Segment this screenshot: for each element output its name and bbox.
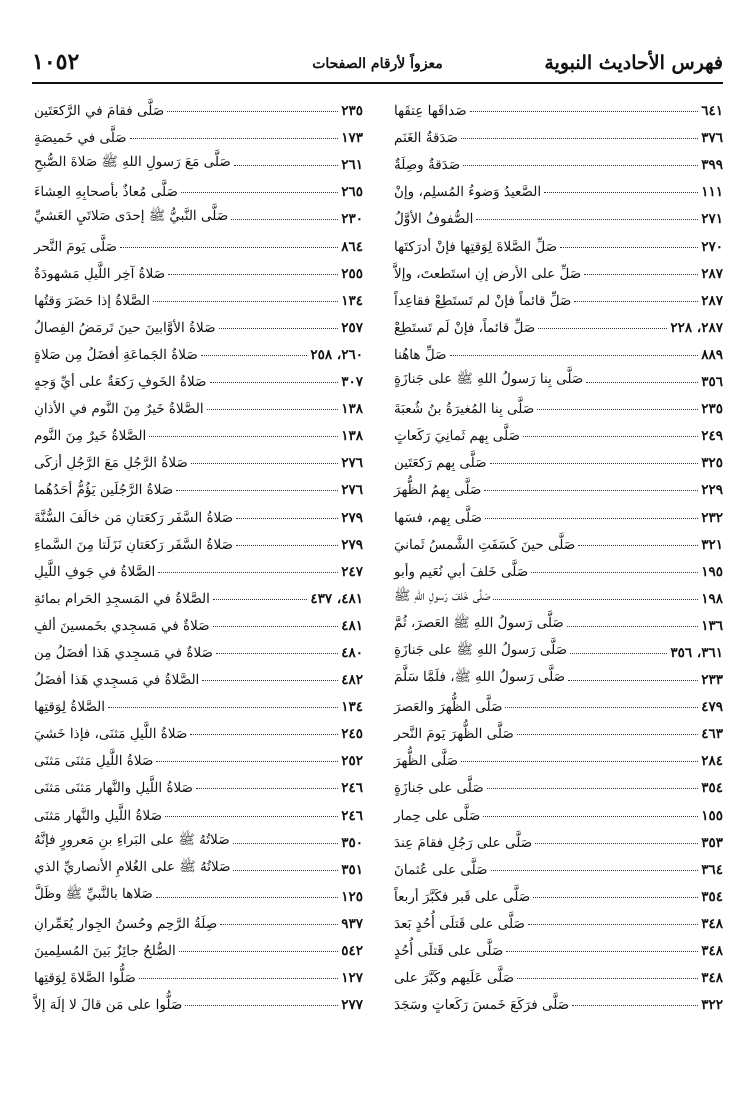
entry-text: صَلِّ هاهُنا bbox=[394, 346, 447, 363]
entry-text: صَلَّى على قَتلَى أُحُدٍ bbox=[394, 943, 504, 959]
entry-text: صَلَّى على عُثمانَ bbox=[394, 861, 488, 878]
entry-page-ref: ٢٣٥ bbox=[341, 103, 363, 120]
entry-page-ref: ٣٥٤ bbox=[701, 780, 723, 797]
dot-leader bbox=[216, 653, 338, 654]
index-entry bbox=[32, 309, 363, 336]
index-entry bbox=[392, 390, 723, 417]
dot-leader bbox=[185, 1005, 338, 1006]
page-number: ١٠٥٢ bbox=[32, 49, 80, 75]
entry-text: صَلاةُ الأوَّابينَ حينَ تَرمَضُ الفِصالُ bbox=[34, 319, 216, 336]
entry-text: صَلَّى فرَكَعَ خَمسَ رَكَعاتٍ وسَجَدَ bbox=[394, 997, 570, 1014]
entry-page-ref: ٣٤٨ bbox=[701, 915, 723, 932]
index-entry bbox=[392, 498, 723, 525]
entry-page-ref: ٢٧٠ bbox=[701, 238, 723, 255]
entry-text: الصَّلاةُ في مَسجِدي هَذا أفضَلُ bbox=[34, 672, 200, 689]
entry-page-ref: ٣٥٤ bbox=[701, 888, 723, 905]
index-entry bbox=[392, 309, 723, 336]
entry-page-ref: ١٣٦ bbox=[701, 617, 723, 634]
dot-leader bbox=[234, 165, 338, 166]
index-entry bbox=[32, 255, 363, 282]
dot-leader bbox=[568, 680, 698, 681]
entry-text: صَلُّوا الصَّلاةَ لِوَقتِها bbox=[34, 970, 136, 987]
index-entry bbox=[32, 444, 363, 471]
entry-page-ref: ٣٢١ bbox=[701, 536, 723, 553]
dot-leader bbox=[202, 680, 338, 681]
index-entry bbox=[32, 92, 363, 119]
index-entry bbox=[32, 471, 363, 498]
entry-text: صَلَّى خَلفَ أبي نُعَيمٍ وأبو bbox=[394, 563, 529, 580]
entry-text: صَلاةُ آخِرِ اللَّيلِ مَشهودَةٌ bbox=[34, 265, 166, 282]
index-entry bbox=[392, 336, 723, 363]
entry-page-ref: ٢٨٧ bbox=[701, 265, 723, 282]
header-rule bbox=[32, 82, 723, 84]
dot-leader bbox=[139, 978, 338, 979]
dot-leader bbox=[190, 734, 338, 735]
entry-page-ref: ٢٨٧، ٢٢٨ bbox=[670, 319, 723, 336]
dot-leader bbox=[219, 328, 339, 329]
entry-page-ref: ٣٥٠ bbox=[341, 834, 363, 851]
index-entry bbox=[392, 444, 723, 471]
entry-page-ref: ١٥٥ bbox=[701, 807, 723, 824]
index-entry bbox=[32, 363, 363, 390]
index-entry bbox=[392, 932, 723, 959]
entry-text: صَلَّى على قَتلَى أُحُدٍ بَعدَ bbox=[394, 915, 525, 932]
index-entry bbox=[392, 986, 723, 1013]
running-title: فهرس الأحاديث النبوية bbox=[544, 52, 723, 74]
entry-page-ref: ٢٥٢ bbox=[341, 753, 363, 770]
dot-leader bbox=[523, 436, 698, 437]
dot-leader bbox=[572, 1005, 698, 1006]
dot-leader bbox=[584, 274, 698, 275]
entry-page-ref: ١٣٨ bbox=[341, 428, 363, 445]
entry-text: صَداقَها عِتقَها bbox=[394, 103, 467, 120]
entry-page-ref: ١٣٤ bbox=[341, 292, 363, 309]
entry-page-ref: ٣٥٣ bbox=[701, 834, 723, 851]
index-entry bbox=[392, 200, 723, 227]
index-entry bbox=[32, 607, 363, 634]
entry-page-ref: ٢٣٠ bbox=[341, 211, 363, 228]
dot-leader bbox=[231, 219, 338, 220]
entry-text: صَلاةُ السَّفَرِ رَكعَتانِ مَن خالَفَ السُّنَّةَ bbox=[34, 509, 234, 526]
index-entry bbox=[32, 824, 363, 851]
index-entry bbox=[392, 227, 723, 254]
dot-leader bbox=[153, 301, 338, 302]
dot-leader bbox=[493, 599, 698, 600]
entry-text: الصَّلاةُ في المَسجِدِ الحَرامِ بمائةِ bbox=[34, 590, 210, 607]
entry-page-ref: ١٣٤ bbox=[341, 699, 363, 716]
dot-leader bbox=[191, 463, 338, 464]
entry-page-ref: ٣٦١، ٣٥٦ bbox=[670, 644, 723, 661]
entry-page-ref: ٢٧٦ bbox=[341, 455, 363, 472]
index-entry bbox=[392, 282, 723, 309]
right-column bbox=[392, 92, 723, 1013]
index-entry bbox=[392, 363, 723, 390]
dot-leader bbox=[176, 490, 338, 491]
dot-leader bbox=[487, 788, 699, 789]
entry-page-ref: ٢٤٦ bbox=[341, 807, 363, 824]
dot-leader bbox=[236, 518, 338, 519]
entry-text: الصَّلاةُ إذا حَضَرَ وَقتُها bbox=[34, 292, 150, 309]
entry-page-ref: ٣٠٧ bbox=[341, 374, 363, 391]
entry-text: صَلِّ الصَّلاةَ لِوَقتِها فإنْ أدرَكتَها bbox=[394, 238, 558, 255]
entry-text: صَلاةُ الخَوفِ رَكعَةٌ على أيِّ وَجهٍ bbox=[34, 374, 207, 391]
entry-page-ref: ٢٤٩ bbox=[701, 428, 723, 445]
entry-text: صَلاةُ اللَّيلِ مَثنَى مَثنَى bbox=[34, 753, 154, 770]
entry-text: صَلاةُ الجَماعَةِ أفضَلُ مِن صَلاةٍ bbox=[34, 346, 198, 363]
entry-text: صَلَّى الظُّهرَ bbox=[394, 753, 459, 770]
dot-leader bbox=[461, 761, 698, 762]
index-entry bbox=[32, 173, 363, 200]
dot-leader bbox=[156, 761, 338, 762]
entry-text: الصَّلاةُ خَيرٌ مِنَ النَّومِ bbox=[34, 428, 147, 445]
dot-leader bbox=[463, 165, 698, 166]
dot-leader bbox=[130, 138, 339, 139]
dot-leader bbox=[506, 951, 698, 952]
index-entry bbox=[392, 146, 723, 173]
index-entry bbox=[32, 661, 363, 688]
entry-text: صَلاتُهُ ﷺ على الغُلامِ الأنصاريِّ الذي bbox=[34, 858, 231, 875]
dot-leader bbox=[538, 328, 667, 329]
dot-leader bbox=[461, 138, 698, 139]
entry-page-ref: ٩٣٧ bbox=[341, 915, 363, 932]
entry-page-ref: ٨٦٤ bbox=[341, 238, 363, 255]
entry-text: صَلاةُ اللَّيلِ والنَّهارِ مَثنَى bbox=[34, 807, 163, 824]
index-entry bbox=[32, 146, 363, 173]
index-entry bbox=[392, 715, 723, 742]
index-entry bbox=[32, 417, 363, 444]
entry-page-ref: ١٩٨ bbox=[701, 590, 723, 607]
entry-text: صَلَّى فقامَ في الرَّكعَتَينِ bbox=[34, 103, 165, 120]
entry-text: صَلاةٌ في مَسجِدي بخَمسينَ ألفٍ bbox=[34, 617, 210, 634]
index-entry bbox=[392, 824, 723, 851]
entry-page-ref: ٢٢٩ bbox=[701, 482, 723, 499]
entry-page-ref: ٣٥١ bbox=[341, 861, 363, 878]
entry-page-ref: ٤٨١، ٤٣٧ bbox=[310, 590, 363, 607]
dot-leader bbox=[207, 409, 339, 410]
entry-page-ref: ٤٧٩ bbox=[701, 699, 723, 716]
entry-text: صَلاةُ اللَّيلِ والنَّهارِ مَثنَى مَثنَى bbox=[34, 780, 193, 797]
index-entry bbox=[392, 607, 723, 634]
index-entry bbox=[392, 878, 723, 905]
index-entry bbox=[392, 851, 723, 878]
dot-leader bbox=[233, 870, 338, 871]
entry-page-ref: ٢٣٥ bbox=[701, 401, 723, 418]
index-entry bbox=[32, 282, 363, 309]
index-entry bbox=[392, 688, 723, 715]
index-entry bbox=[32, 986, 363, 1013]
dot-leader bbox=[570, 653, 667, 654]
entry-page-ref: ٣٧٦ bbox=[701, 130, 723, 147]
dot-leader bbox=[537, 409, 698, 410]
entry-text: صَدَقةٌ وصِلَةٌ bbox=[394, 157, 461, 174]
entry-text: صَلاةُ الرَّجُلَينِ يَؤُمُّ أحَدُهُما bbox=[34, 482, 174, 499]
entry-text: صَلَّى بِهِم، فسَها bbox=[394, 509, 482, 526]
entry-page-ref: ٤٨٢ bbox=[341, 672, 363, 689]
index-entry bbox=[32, 526, 363, 553]
entry-text: صَلُّوا على مَن قالَ لا إلَهَ إلاَّ bbox=[34, 997, 183, 1014]
entry-page-ref: ٢٤٥ bbox=[341, 726, 363, 743]
entry-text: صَلِّ على الأرضِ إنِ استَطعتَ، وإلاَّ bbox=[394, 265, 582, 282]
dot-leader bbox=[149, 436, 338, 437]
entry-page-ref: ٥٤٢ bbox=[341, 943, 363, 959]
index-entry bbox=[392, 417, 723, 444]
entry-page-ref: ٢٧١ bbox=[701, 211, 723, 228]
entry-text: صَلَّى عَلَيهِم وكَبَّرَ على bbox=[394, 970, 515, 987]
entry-text: صَدَقةُ الغَنَمِ bbox=[394, 130, 458, 147]
entry-page-ref: ٢٧٩ bbox=[341, 509, 363, 526]
index-entry bbox=[32, 390, 363, 417]
entry-text: صَلَّى على جَنازَةٍ bbox=[394, 780, 484, 797]
dot-leader bbox=[517, 978, 698, 979]
index-entry bbox=[32, 905, 363, 932]
dot-leader bbox=[156, 897, 338, 898]
index-entry bbox=[392, 959, 723, 986]
entry-text: صَلَّى يَومَ النَّحرِ bbox=[34, 238, 117, 255]
entry-page-ref: ٤٦٣ bbox=[701, 726, 723, 743]
dot-leader bbox=[528, 924, 698, 925]
entry-page-ref: ٤٨٠ bbox=[341, 644, 363, 661]
dot-leader bbox=[578, 545, 698, 546]
entry-page-ref: ١٩٥ bbox=[701, 563, 723, 580]
entry-page-ref: ٣٢٥ bbox=[701, 455, 723, 472]
entry-text: صَلاةُ اللَّيلِ مَثنَى، فإذا خَشيَ bbox=[34, 726, 188, 743]
index-page bbox=[32, 48, 723, 1014]
entry-page-ref: ٤٨١ bbox=[341, 617, 363, 634]
index-entry bbox=[392, 526, 723, 553]
dot-leader bbox=[567, 626, 698, 627]
entry-page-ref: ١١١ bbox=[701, 184, 723, 201]
entry-page-ref: ٣٥٦ bbox=[701, 374, 723, 391]
entry-page-ref: ٨٨٩ bbox=[701, 346, 723, 363]
dot-leader bbox=[179, 951, 338, 952]
dot-leader bbox=[165, 816, 338, 817]
index-entry bbox=[32, 878, 363, 905]
entry-text: صَلِّ قائماً فإنْ لم تَستَطِعْ فقاعِداً bbox=[394, 292, 572, 309]
dot-leader bbox=[505, 707, 698, 708]
dot-leader bbox=[586, 382, 698, 383]
dot-leader bbox=[167, 111, 338, 112]
entry-text: الصَّلاةُ في جَوفِ اللَّيلِ bbox=[34, 563, 156, 580]
entry-text: صَلَّى رَسولُ اللهِ ﷺ على جَنازَةٍ bbox=[394, 641, 568, 658]
entry-page-ref: ٣٦٤ bbox=[701, 861, 723, 878]
dot-leader bbox=[213, 626, 339, 627]
entry-text: الصَّلاةُ خَيرٌ مِنَ النَّومِ في الأذانِ bbox=[34, 401, 204, 418]
index-entry bbox=[32, 227, 363, 254]
index-entry bbox=[32, 742, 363, 769]
index-entry bbox=[32, 851, 363, 878]
entry-text: صَلَّى بِنا رَسولُ اللهِ ﷺ على جَنازَةٍ bbox=[394, 371, 584, 388]
running-subtitle: معزواً لأرقام الصفحات bbox=[312, 56, 443, 72]
index-entry bbox=[32, 796, 363, 823]
entry-page-ref: ٦٤١ bbox=[701, 103, 723, 120]
entry-text: صَلاةٌ في مَسجِدي هَذا أفضَلُ مِن bbox=[34, 644, 213, 661]
index-entry bbox=[32, 336, 363, 363]
dot-leader bbox=[544, 192, 698, 193]
dot-leader bbox=[484, 490, 698, 491]
dot-leader bbox=[574, 301, 698, 302]
index-entry bbox=[32, 715, 363, 742]
index-entry bbox=[392, 255, 723, 282]
entry-text: صَلَّى خَلفَ رَسولِ اللهِ ﷺ bbox=[394, 587, 491, 604]
dot-leader bbox=[476, 219, 698, 220]
dot-leader bbox=[201, 355, 308, 356]
index-entry bbox=[32, 553, 363, 580]
dot-leader bbox=[490, 463, 699, 464]
index-entry bbox=[32, 119, 363, 146]
entry-page-ref: ٢٧٦ bbox=[341, 482, 363, 499]
dot-leader bbox=[533, 897, 698, 898]
dot-leader bbox=[210, 382, 339, 383]
entry-text: صِلَةُ الرَّحِمِ وحُسنُ الجِوارِ يُعَمِّرانِ bbox=[34, 915, 218, 932]
entry-text: صَلَّى الظُّهرَ يَومَ النَّحرِ bbox=[394, 726, 514, 743]
index-entry bbox=[392, 580, 723, 607]
entry-page-ref: ٣٩٩ bbox=[701, 157, 723, 174]
entry-page-ref: ٢٧٩ bbox=[341, 536, 363, 553]
index-entry bbox=[32, 200, 363, 227]
dot-leader bbox=[213, 599, 308, 600]
dot-leader bbox=[181, 192, 338, 193]
dot-leader bbox=[196, 788, 338, 789]
dot-leader bbox=[470, 111, 699, 112]
entry-page-ref: ٢٦١ bbox=[341, 157, 363, 174]
entry-page-ref: ٢٦٠، ٢٥٨ bbox=[310, 346, 363, 363]
dot-leader bbox=[450, 355, 699, 356]
entry-text: صَلَّى بِهِم رَكعَتَينِ bbox=[394, 455, 487, 472]
index-entry bbox=[392, 471, 723, 498]
entry-text: الصُّلحُ جائِزٌ بَينَ المُسلِمينَ bbox=[34, 943, 176, 959]
entry-page-ref: ١٢٥ bbox=[341, 888, 363, 905]
entry-text: صَلَّى رَسولُ اللهِ ﷺ العَصرَ، ثُمَّ bbox=[394, 614, 564, 631]
entry-text: صَلَّى على رَجُلٍ فقامَ عِندَ bbox=[394, 834, 533, 851]
entry-text: الصَّعيدُ وَضوءُ المُسلِمِ، وإنْ bbox=[394, 184, 542, 201]
entry-page-ref: ٢٨٧ bbox=[701, 292, 723, 309]
entry-text: صَلَّى مُعاذٌ بأصحابِهِ العِشاءَ bbox=[34, 184, 178, 201]
entry-text: صَلَّى مَعَ رَسولِ اللهِ ﷺ صَلاةَ الصُّبحِ bbox=[34, 154, 231, 171]
entry-text: صَلاةُ السَّفَرِ رَكعَتانِ نَزَلَتا مِنَ السَّماءِ bbox=[34, 536, 233, 553]
entry-text: صَلاها بالنَّبيِّ ﷺ وظَلَّ bbox=[34, 885, 153, 902]
dot-leader bbox=[483, 816, 698, 817]
index-entry bbox=[392, 553, 723, 580]
entry-text: صَلِّ قائماً، فإنْ لَم تَستَطِعْ bbox=[394, 319, 536, 336]
entry-page-ref: ٢٥٧ bbox=[341, 319, 363, 336]
entry-page-ref: ٢٧٧ bbox=[341, 997, 363, 1014]
entry-text: الصُّفوفُ الأوَّلُ bbox=[394, 211, 474, 228]
entry-text: صَلَّى بِهِمُ الظُّهرَ bbox=[394, 482, 482, 499]
index-entry bbox=[32, 498, 363, 525]
index-columns bbox=[32, 92, 723, 1013]
entry-page-ref: ٣٤٨ bbox=[701, 943, 723, 959]
entry-page-ref: ١٢٧ bbox=[341, 970, 363, 987]
dot-leader bbox=[220, 924, 338, 925]
dot-leader bbox=[531, 572, 698, 573]
entry-text: صَلَّى في خَميصَةٍ bbox=[34, 130, 127, 147]
page-header bbox=[32, 48, 723, 82]
entry-page-ref: ٢٣٢ bbox=[701, 509, 723, 526]
index-entry bbox=[32, 634, 363, 661]
entry-text: صَلاةُ الرَّجُلِ مَعَ الرَّجُلِ أزكَى bbox=[34, 455, 188, 472]
index-entry bbox=[392, 173, 723, 200]
dot-leader bbox=[485, 518, 698, 519]
dot-leader bbox=[535, 843, 698, 844]
entry-text: صَلَّى رَسولُ اللهِ ﷺ، فلَمَّا سَلَّمَ bbox=[394, 669, 566, 686]
entry-page-ref: ٣٤٨ bbox=[701, 970, 723, 987]
dot-leader bbox=[233, 843, 339, 844]
dot-leader bbox=[491, 870, 699, 871]
index-entry bbox=[32, 959, 363, 986]
index-entry bbox=[32, 932, 363, 959]
dot-leader bbox=[158, 572, 338, 573]
index-entry bbox=[32, 688, 363, 715]
entry-page-ref: ٢٤٧ bbox=[341, 563, 363, 580]
entry-page-ref: ٢٥٥ bbox=[341, 265, 363, 282]
index-entry bbox=[392, 905, 723, 932]
dot-leader bbox=[236, 545, 338, 546]
entry-text: صَلَّى النَّبيُّ ﷺ إحدَى صَلاتَيِ العَشيِّ bbox=[34, 208, 229, 225]
entry-text: صَلَّى على قَبرٍ فكَبَّرَ أربعاً bbox=[394, 888, 531, 905]
index-entry bbox=[392, 742, 723, 769]
entry-page-ref: ٢٣٣ bbox=[701, 672, 723, 689]
index-entry bbox=[392, 796, 723, 823]
index-entry bbox=[32, 769, 363, 796]
entry-page-ref: ٣٢٢ bbox=[701, 997, 723, 1014]
entry-page-ref: ٢٤٦ bbox=[341, 780, 363, 797]
dot-leader bbox=[517, 734, 698, 735]
entry-text: صَلَّى حينَ كَسَفَتِ الشَّمسُ ثَمانيَ bbox=[394, 536, 576, 553]
entry-text: صَلَّى بِنا المُغيرَةُ بنُ شُعبَةَ bbox=[394, 401, 535, 418]
index-entry bbox=[32, 580, 363, 607]
index-entry bbox=[392, 119, 723, 146]
dot-leader bbox=[560, 247, 698, 248]
left-column bbox=[32, 92, 363, 1013]
entry-text: صَلَّى الظُّهرَ والعَصرَ bbox=[394, 699, 503, 716]
entry-page-ref: ٢٦٥ bbox=[341, 184, 363, 201]
entry-text: صَلَّى بِهِم ثَمانِيَ رَكَعاتٍ bbox=[394, 428, 520, 445]
dot-leader bbox=[108, 707, 338, 708]
index-entry bbox=[392, 769, 723, 796]
dot-leader bbox=[168, 274, 338, 275]
entry-text: صَلَّى على حِمارٍ bbox=[394, 807, 481, 824]
entry-text: الصَّلاةُ لِوَقتِها bbox=[34, 699, 105, 716]
index-entry bbox=[392, 634, 723, 661]
index-entry bbox=[392, 661, 723, 688]
entry-page-ref: ٢٨٤ bbox=[701, 753, 723, 770]
entry-page-ref: ١٣٨ bbox=[341, 401, 363, 418]
dot-leader bbox=[120, 247, 338, 248]
index-entry bbox=[392, 92, 723, 119]
entry-page-ref: ١٧٣ bbox=[341, 130, 363, 147]
entry-text: صَلاتُهُ ﷺ على البَراءِ بنِ مَعرورٍ فإنَّهُ bbox=[34, 831, 230, 848]
